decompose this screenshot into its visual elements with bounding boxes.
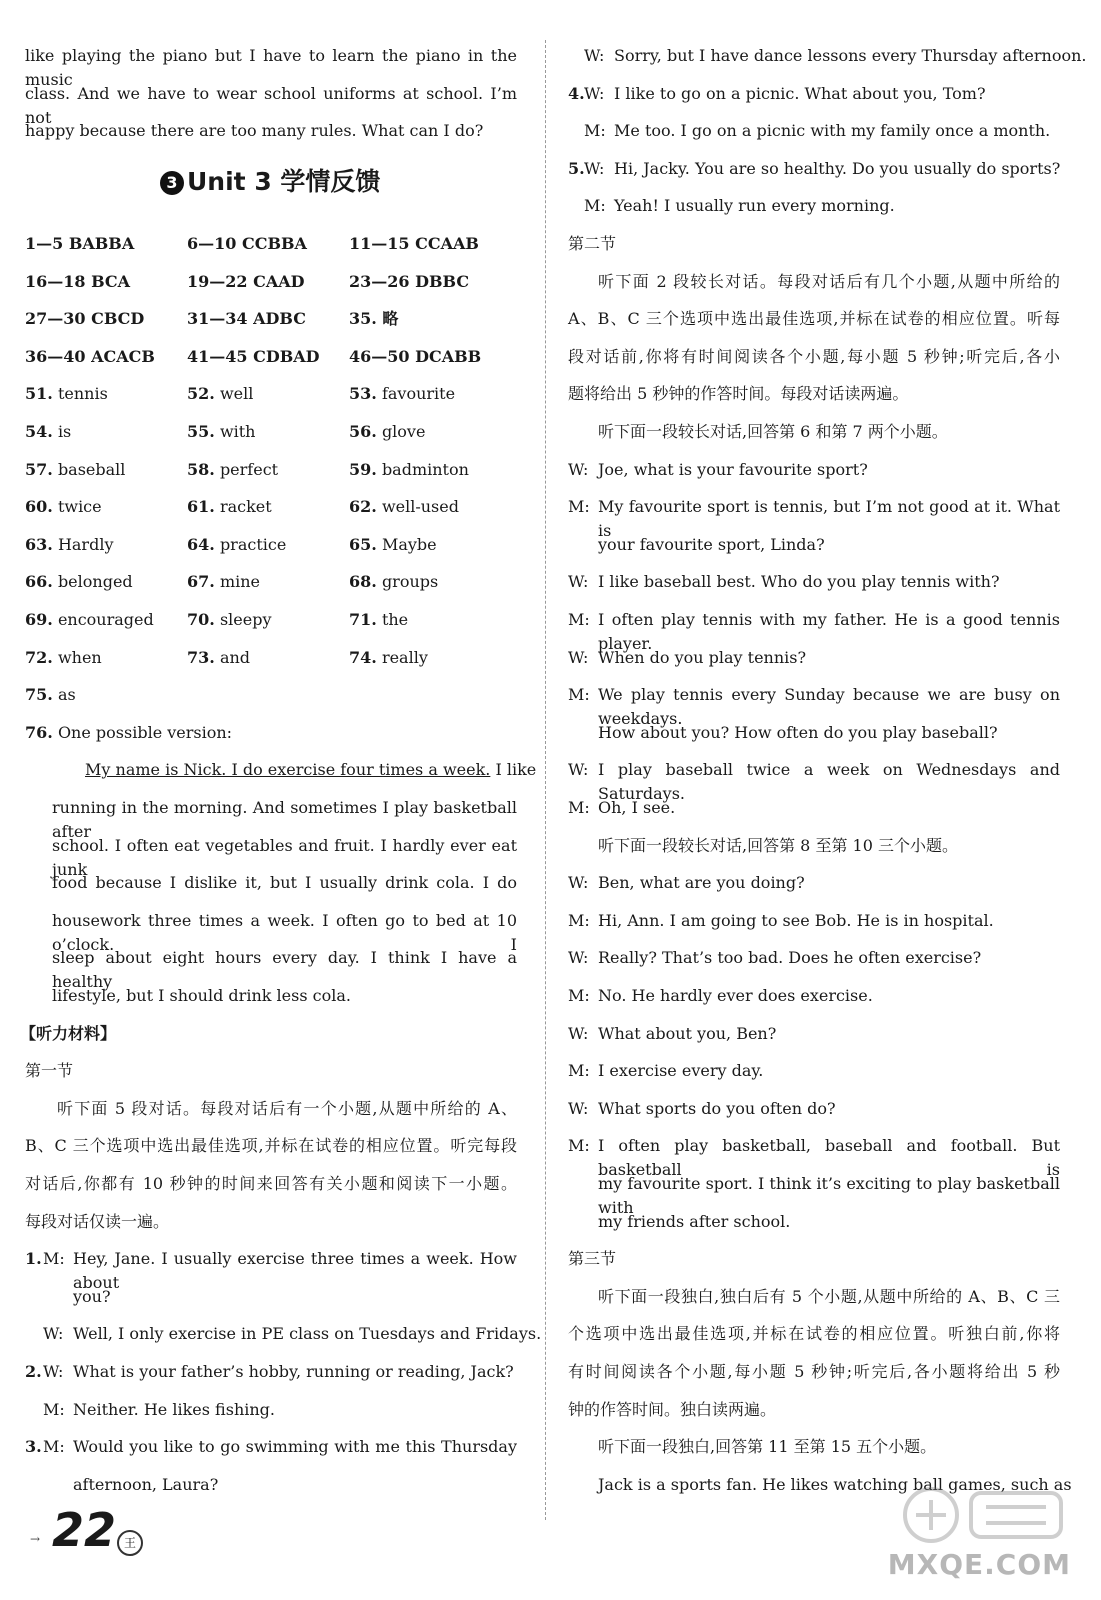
essay-line: running in the morning. And sometimes I play basketball after xyxy=(52,798,517,841)
answer-number: 70. xyxy=(187,610,215,629)
dialog-text: My favourite sport is tennis, but I’m not good at it. What is xyxy=(598,497,1060,541)
essay-line: housework three times a week. I often go to bed at 10 o’clock. I xyxy=(52,910,517,954)
dialog-text: Really? That’s too bad. Does he often exercise? xyxy=(598,948,982,968)
dialog-text: I often play tennis with my father. He is a good tennis player. xyxy=(598,610,1060,653)
answer-number: 75. xyxy=(25,685,53,705)
instruction-line: 有时间阅读各个小题,每小题 5 秒钟;听完后,各小题将给出 5 秒 xyxy=(568,1362,1060,1381)
answer-item xyxy=(187,646,250,670)
answer-number: 67. xyxy=(187,572,215,592)
answer-group: 16—18 BCA xyxy=(25,271,131,291)
speaker-label: W: xyxy=(568,647,589,667)
publisher-badge-icon: 王 xyxy=(117,1530,143,1556)
essay-line: school. I often eat vegetables and fruit. I hardly ever eat junk xyxy=(52,835,517,879)
essay-line: sleep about eight hours every day. I think I have a healthy xyxy=(52,948,517,992)
answer-number: 69. xyxy=(25,610,53,629)
answer-number: 73. xyxy=(187,647,215,667)
section-heading: 第二节 xyxy=(568,234,617,253)
speaker-label: W: xyxy=(568,1098,589,1118)
instruction-line: 钟的作答时间。独白读两遍。 xyxy=(568,1399,777,1419)
speaker-label: M: xyxy=(584,121,606,141)
dialog-text: Would you like to go swimming with me this Thursday xyxy=(73,1437,517,1457)
dialog-text: We play tennis every Sunday because we are busy on weekdays. xyxy=(598,685,1060,729)
instruction-line: 听下面一段较长对话,回答第 8 至第 10 三个小题。 xyxy=(598,835,958,855)
answer-number: 74. xyxy=(349,647,377,667)
dialog-text: What sports do you often do? xyxy=(598,1098,836,1118)
answer-group: 11—15 CCAAB xyxy=(349,234,479,253)
answer-group: 27—30 CBCD xyxy=(25,309,145,329)
answer-item xyxy=(349,533,437,557)
answer-number: 66. xyxy=(25,572,53,592)
dialog-text: Sorry, but I have dance lessons every Thursday afternoon. xyxy=(614,46,1087,65)
answer-word: favourite xyxy=(381,384,456,404)
answer-word: encouraged xyxy=(57,610,154,629)
answer-item xyxy=(187,608,271,632)
answer-group: 35. 略 xyxy=(349,309,399,329)
answer-number: 58. xyxy=(187,459,215,479)
answer-item xyxy=(25,420,71,444)
answer-word: badminton xyxy=(381,459,469,479)
answer-group: 36—40 ACACB xyxy=(25,346,155,366)
answer-number: 57. xyxy=(25,459,53,479)
answer-item xyxy=(349,570,438,594)
answer-item xyxy=(349,382,455,406)
instruction-line: A、B、C 三个选项中选出最佳选项,并标在试卷的相应位置。听每 xyxy=(568,309,1060,329)
page-number: 22 xyxy=(52,1503,117,1557)
section-heading: 第一节 xyxy=(25,1061,74,1081)
answer-word: the xyxy=(381,610,409,629)
speaker-label: W: xyxy=(568,459,589,479)
dialog-number: 2. xyxy=(25,1362,42,1381)
listening-heading: 【听力材料】 xyxy=(20,1023,117,1043)
dialog-text: Joe, what is your favourite sport? xyxy=(598,459,868,479)
answer-word: belonged xyxy=(57,572,133,592)
speaker-label: M: xyxy=(568,798,590,817)
speaker-label: M: xyxy=(43,1437,65,1457)
dialog-text: afternoon, Laura? xyxy=(73,1474,219,1494)
dialog-text: How about you? How often do you play baseball? xyxy=(598,722,998,742)
answer-item xyxy=(25,495,102,519)
dialog-text: my friends after school. xyxy=(598,1211,791,1231)
answer-number: 52. xyxy=(187,384,215,404)
speaker-label: W: xyxy=(568,873,589,893)
arrow-icon: → xyxy=(30,1532,41,1546)
answer-word: twice xyxy=(57,497,102,517)
answer-number: 61. xyxy=(187,497,215,517)
dialog-text: Ben, what are you doing? xyxy=(598,873,805,893)
dialog-text: I exercise every day. xyxy=(598,1061,764,1081)
answer-word: Hardly xyxy=(57,534,114,554)
answer-item xyxy=(187,570,260,594)
answer-item xyxy=(349,608,408,632)
dialog-text: Hi, Jacky. You are so healthy. Do you usually do sports? xyxy=(614,158,1061,178)
answer-word: as xyxy=(57,685,76,705)
answer-number: 72. xyxy=(25,647,53,667)
answer-item xyxy=(25,458,125,482)
answer-group: 31—34 ADBC xyxy=(187,309,306,329)
instruction-line: 段对话前,你将有时间阅读各个小题,每小题 5 秒钟;听完后,各小 xyxy=(568,346,1060,366)
answer-word: mine xyxy=(219,572,260,592)
answer-number: 56. xyxy=(349,422,377,441)
speaker-label: M: xyxy=(43,1399,65,1419)
question-number: 76. xyxy=(25,722,53,742)
answer-item xyxy=(187,533,286,557)
answer-word: Maybe xyxy=(381,534,437,554)
dialog-text: Hey, Jane. I usually exercise three times a week. How about xyxy=(73,1249,517,1293)
instruction-line: 听下面一段较长对话,回答第 6 和第 7 两个小题。 xyxy=(598,422,948,441)
answer-number: 53. xyxy=(349,384,377,404)
dialog-number: 1. xyxy=(25,1249,42,1269)
answer-number: 59. xyxy=(349,459,377,479)
answer-word: racket xyxy=(219,497,272,517)
dialog-text: Hi, Ann. I am going to see Bob. He is in hospital. xyxy=(598,910,994,930)
speaker-label: W: xyxy=(584,83,605,103)
dialog-text: you? xyxy=(73,1286,111,1306)
instruction-line: 对话后,你都有 10 秒钟的时间来回答有关小题和阅读下一小题。 xyxy=(25,1174,517,1193)
answer-word: glove xyxy=(381,422,426,441)
essay-underlined-sentence: My name is Nick. I do exercise four times a week. xyxy=(85,760,491,780)
dialog-text: I like baseball best. Who do you play tennis with? xyxy=(598,572,1000,592)
dialog-text: your favourite sport, Linda? xyxy=(598,534,825,554)
speaker-label: M: xyxy=(568,1136,590,1156)
answer-word: is xyxy=(57,422,72,441)
speaker-label: M: xyxy=(43,1249,65,1269)
answer-word: well xyxy=(219,384,254,404)
answer-number: 60. xyxy=(25,497,53,517)
dialog-number: 4. xyxy=(568,83,585,103)
dialog-text: Well, I only exercise in PE class on Tuesdays and Fridays. xyxy=(73,1324,542,1344)
instruction-line: 每段对话仅读一遍。 xyxy=(25,1211,170,1231)
answer-number: 62. xyxy=(349,497,377,517)
speaker-label: M: xyxy=(584,196,606,216)
answer-item xyxy=(25,533,113,557)
speaker-label: W: xyxy=(584,46,605,65)
speaker-label: W: xyxy=(43,1324,64,1344)
instruction-line: B、C 三个选项中选出最佳选项,并标在试卷的相应位置。听完每段 xyxy=(25,1136,517,1156)
instruction-line: 听下面一段独白,回答第 11 至第 15 五个小题。 xyxy=(598,1437,937,1457)
dialog-text: I play baseball twice a week on Wednesdays and Saturdays. xyxy=(598,760,1060,804)
speaker-label: M: xyxy=(568,497,590,517)
dialog-text: Neither. He likes fishing. xyxy=(73,1399,275,1419)
answer-item xyxy=(25,608,154,632)
answer-word: well-used xyxy=(381,497,459,517)
answer-word: tennis xyxy=(57,384,108,404)
speaker-label: W: xyxy=(568,760,589,780)
answer-word: perfect xyxy=(219,459,279,479)
speaker-label: M: xyxy=(568,610,590,629)
answer-word: practice xyxy=(219,534,287,554)
answer-word: baseball xyxy=(57,459,126,479)
answer-word: with xyxy=(219,422,256,441)
answer-item xyxy=(349,495,459,519)
answer-group: 23—26 DBBC xyxy=(349,271,470,291)
answer-item xyxy=(25,683,76,707)
answer-item xyxy=(187,382,253,406)
answer-word: really xyxy=(381,647,428,667)
answer-item xyxy=(349,420,425,444)
answer-item xyxy=(187,495,272,519)
section-heading: 第三节 xyxy=(568,1249,617,1269)
answer-item xyxy=(349,458,469,482)
answer-number: 71. xyxy=(349,610,377,629)
answer-group: 41—45 CDBAD xyxy=(187,346,320,366)
answer-group: 6—10 CCBBA xyxy=(187,234,307,253)
instruction-line: 个选项中选出最佳选项,并标在试卷的相应位置。听独白前,你将 xyxy=(568,1324,1060,1344)
essay-first-tail: I like xyxy=(490,760,537,780)
question-76 xyxy=(25,721,232,745)
answer-item xyxy=(349,646,428,670)
answer-item xyxy=(25,646,102,670)
question-label: One possible version: xyxy=(57,722,233,742)
answer-number: 63. xyxy=(25,534,53,554)
essay-line: lifestyle, but I should drink less cola. xyxy=(52,986,351,1005)
intro-line: class. And we have to wear school uniforms at school. I’m not xyxy=(25,83,517,127)
instruction-line: 听下面 2 段较长对话。每段对话后有几个小题,从题中所给的 xyxy=(598,271,1060,291)
section-number-icon: 3 xyxy=(160,171,184,195)
speaker-label: M: xyxy=(568,1061,590,1081)
speaker-label: W: xyxy=(568,572,589,592)
intro-line: happy because there are too many rules. What can I do? xyxy=(25,121,484,141)
answer-word: when xyxy=(57,647,102,667)
answer-number: 51. xyxy=(25,384,53,404)
speaker-label: W: xyxy=(568,948,589,968)
watermark-text: MXQE.COM xyxy=(887,1548,1071,1581)
answer-item xyxy=(25,570,133,594)
intro-line: like playing the piano but I have to learn the piano in the music xyxy=(25,46,517,89)
instruction-line: 题将给出 5 秒钟的作答时间。每段对话读两遍。 xyxy=(568,384,909,404)
answer-number: 68. xyxy=(349,572,377,592)
answer-item xyxy=(187,420,255,444)
dialog-text: my favourite sport. I think it’s exciting to play basketball with xyxy=(598,1174,1060,1217)
instruction-line: 听下面 5 段对话。每段对话后有一个小题,从题中所给的 A、 xyxy=(57,1098,517,1118)
speaker-label: M: xyxy=(568,910,590,930)
dialog-text: What about you, Ben? xyxy=(598,1023,777,1043)
essay-first-line xyxy=(85,758,537,782)
answer-number: 65. xyxy=(349,534,377,554)
answer-group: 19—22 CAAD xyxy=(187,271,305,291)
answer-number: 55. xyxy=(187,422,215,441)
speaker-label: W: xyxy=(568,1023,589,1043)
speaker-label: W: xyxy=(584,158,605,178)
dialog-text: I often play basketball, baseball and football. But basketball is xyxy=(598,1136,1060,1180)
answer-item xyxy=(187,458,278,482)
dialog-text: Oh, I see. xyxy=(598,798,676,817)
instruction-line: Jack is a sports fan. He likes watching ball games, such as xyxy=(598,1474,1072,1494)
dialog-text: When do you play tennis? xyxy=(598,647,807,667)
speaker-label: M: xyxy=(568,986,590,1005)
instruction-line: 听下面一段独白,独白后有 5 个小题,从题中所给的 A、B、C 三 xyxy=(598,1286,1060,1306)
answer-number: 54. xyxy=(25,422,53,441)
section-title xyxy=(160,167,381,196)
dialog-text: No. He hardly ever does exercise. xyxy=(598,986,873,1005)
answer-word: and xyxy=(219,647,251,667)
dialog-text: What is your father’s hobby, running or reading, Jack? xyxy=(73,1362,514,1381)
answer-item xyxy=(25,382,108,406)
essay-line: food because I dislike it, but I usually drink cola. I do xyxy=(52,873,517,893)
speaker-label: M: xyxy=(568,685,590,705)
speaker-label: W: xyxy=(43,1362,64,1381)
section-title-text: Unit 3 学情反馈 xyxy=(187,167,381,196)
dialog-text: Me too. I go on a picnic with my family once a month. xyxy=(614,121,1051,141)
dialog-text: I like to go on a picnic. What about you, Tom? xyxy=(614,83,986,103)
dialog-text: Yeah! I usually run every morning. xyxy=(614,196,895,216)
answer-group: 1—5 BABBA xyxy=(25,234,135,253)
dialog-number: 3. xyxy=(25,1437,42,1457)
answer-number: 64. xyxy=(187,534,215,554)
column-divider xyxy=(545,40,546,1520)
answer-word: groups xyxy=(381,572,439,592)
answer-group: 46—50 DCABB xyxy=(349,346,482,366)
answer-word: sleepy xyxy=(219,610,272,629)
dialog-number: 5. xyxy=(568,158,585,178)
